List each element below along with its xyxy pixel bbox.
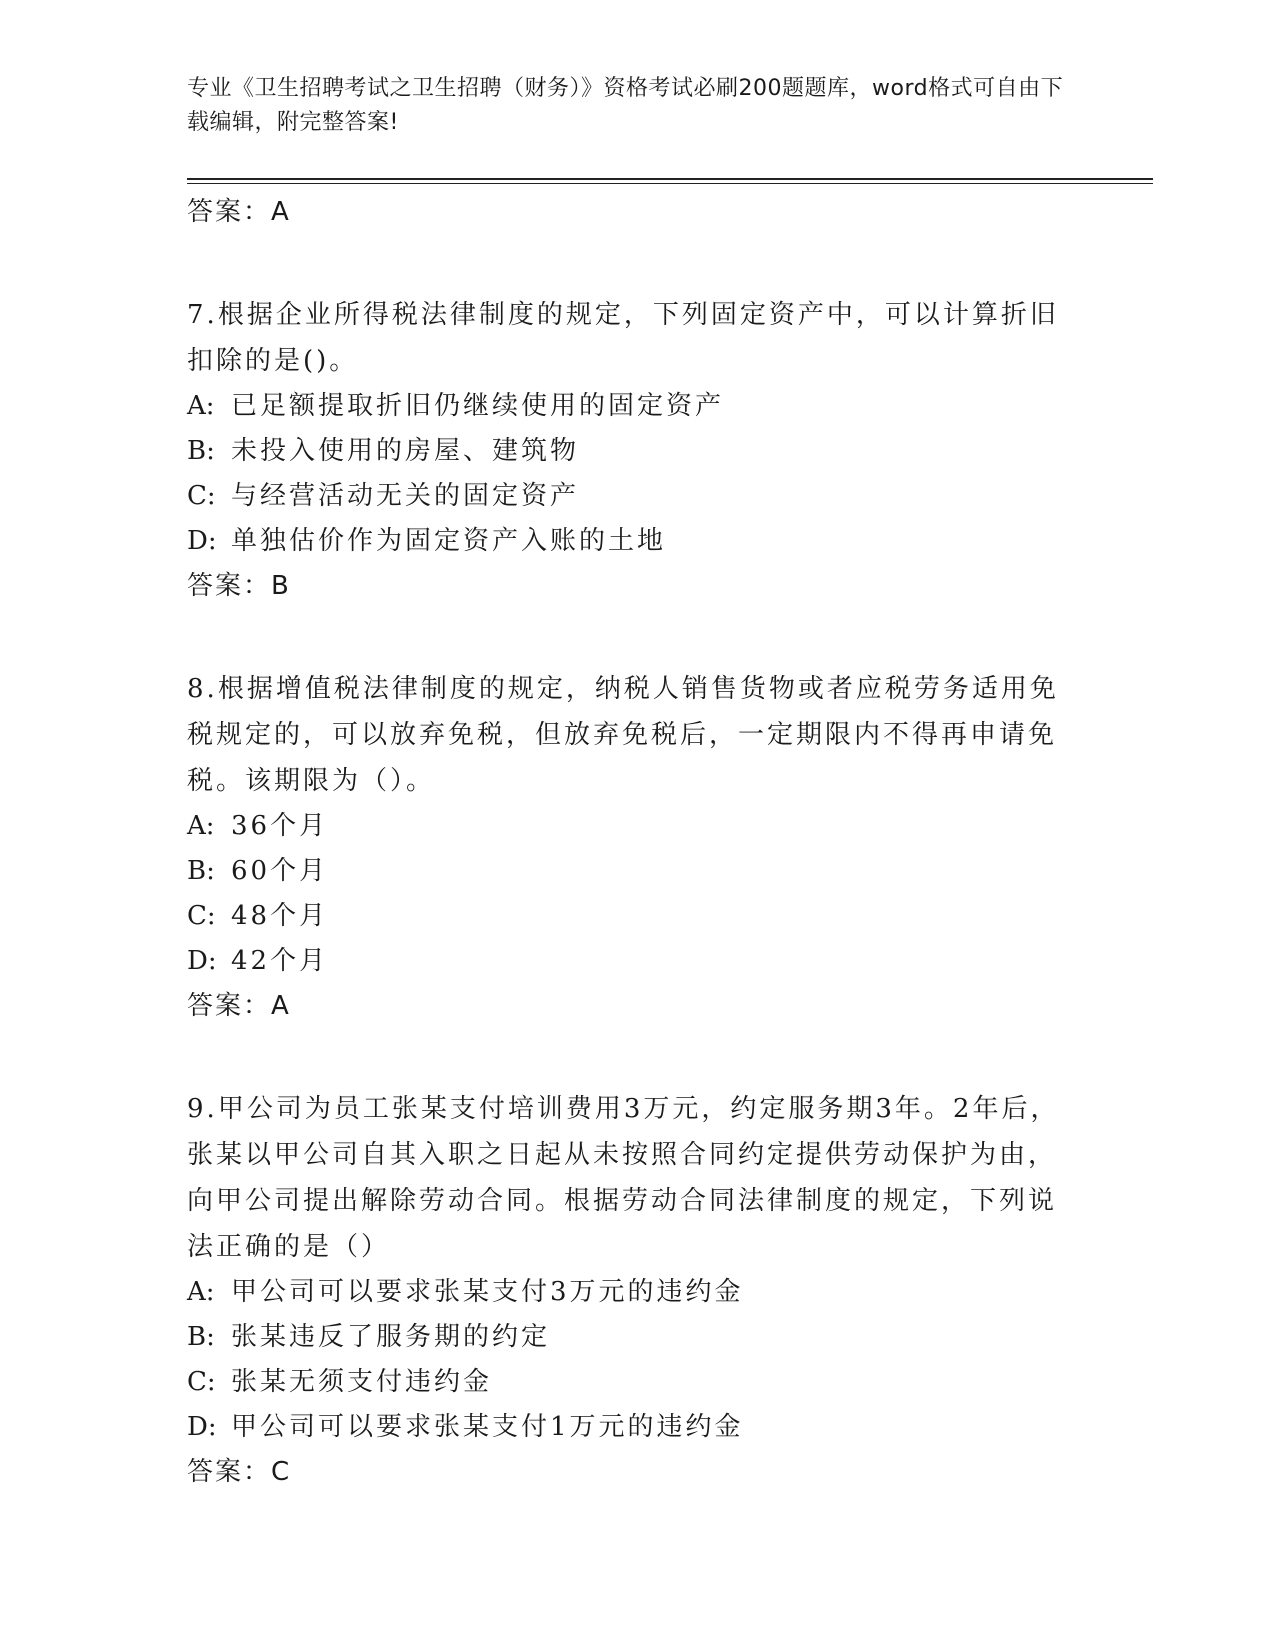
option-key: C: <box>187 1367 216 1397</box>
option-text: 未投入使用的房屋、建筑物 <box>231 436 580 466</box>
option-key: C: <box>187 481 216 511</box>
question-body: 根据增值税法律制度的规定，纳税人销售货物或者应税劳务适用免税规定的，可以放弃免税，但放弃免税后，一定期限内不得再申请免税。该期限为（）。 <box>187 674 1059 796</box>
option-text: 甲公司可以要求张某支付1万元的违约金 <box>231 1412 744 1442</box>
question-7 <box>187 292 1067 608</box>
header-rule-thin <box>187 183 1153 184</box>
option-text: 已足额提取折旧仍继续使用的固定资产 <box>231 391 725 421</box>
option-text: 甲公司可以要求张某支付3万元的违约金 <box>231 1277 744 1307</box>
option-c <box>187 894 1067 939</box>
question-number: 8. <box>187 674 218 704</box>
answer-line <box>187 564 1067 608</box>
option-key: A: <box>187 1277 215 1307</box>
option-text: 张某违反了服务期的约定 <box>231 1322 551 1352</box>
answer-label: 答案： <box>187 1457 272 1487</box>
option-text: 36个月 <box>231 811 329 841</box>
option-b <box>187 1315 1067 1360</box>
option-d <box>187 519 1067 564</box>
option-text: 48个月 <box>231 901 329 931</box>
option-d <box>187 939 1067 984</box>
question-number: 9. <box>187 1094 218 1124</box>
option-text: 张某无须支付违约金 <box>231 1367 493 1397</box>
option-text: 42个月 <box>231 946 329 976</box>
option-b <box>187 849 1067 894</box>
option-key: D: <box>187 946 217 976</box>
question-text <box>187 292 1067 384</box>
option-key: B: <box>187 436 215 466</box>
header-rule-thick <box>187 178 1153 180</box>
answer-value: C <box>271 1457 290 1487</box>
option-text: 60个月 <box>231 856 329 886</box>
question-text <box>187 1086 1067 1270</box>
question-8 <box>187 666 1067 1028</box>
option-d <box>187 1405 1067 1450</box>
option-c <box>187 1360 1067 1405</box>
question-text <box>187 666 1067 804</box>
option-key: D: <box>187 526 217 556</box>
option-a <box>187 384 1067 429</box>
answer-line <box>187 1450 1067 1494</box>
option-key: A: <box>187 811 215 841</box>
question-9 <box>187 1086 1067 1494</box>
question-body: 甲公司为员工张某支付培训费用3万元，约定服务期3年。2年后，张某以甲公司自其入职之日起从未按照合同约定提供劳动保护为由，向甲公司提出解除劳动合同。根据劳动合同法律制度的规定，下列说法正确的是（） <box>187 1094 1060 1262</box>
option-b <box>187 429 1067 474</box>
answer-line <box>187 984 1067 1028</box>
option-c <box>187 474 1067 519</box>
answer-line <box>187 190 1067 234</box>
answer-value: B <box>271 571 289 601</box>
option-text: 单独估价作为固定资产入账的土地 <box>231 526 667 556</box>
answer-label: 答案： <box>187 197 272 227</box>
answer-label: 答案： <box>187 571 272 601</box>
option-key: B: <box>187 1322 215 1352</box>
option-a <box>187 804 1067 849</box>
option-key: D: <box>187 1412 217 1442</box>
option-a <box>187 1270 1067 1315</box>
answer-label: 答案： <box>187 991 272 1021</box>
question-list <box>187 190 1067 1494</box>
question-body: 根据企业所得税法律制度的规定，下列固定资产中，可以计算折旧扣除的是()。 <box>187 300 1059 376</box>
option-text: 与经营活动无关的固定资产 <box>231 481 580 511</box>
document-header: 专业《卫生招聘考试之卫生招聘（财务）》资格考试必刷200题题库，word格式可自由下载编辑，附完整答案! <box>187 76 1064 135</box>
answer-value: A <box>271 197 289 227</box>
option-key: B: <box>187 856 215 886</box>
answer-value: A <box>271 991 289 1021</box>
option-key: C: <box>187 901 216 931</box>
question-number: 7. <box>187 300 218 330</box>
option-key: A: <box>187 391 215 421</box>
